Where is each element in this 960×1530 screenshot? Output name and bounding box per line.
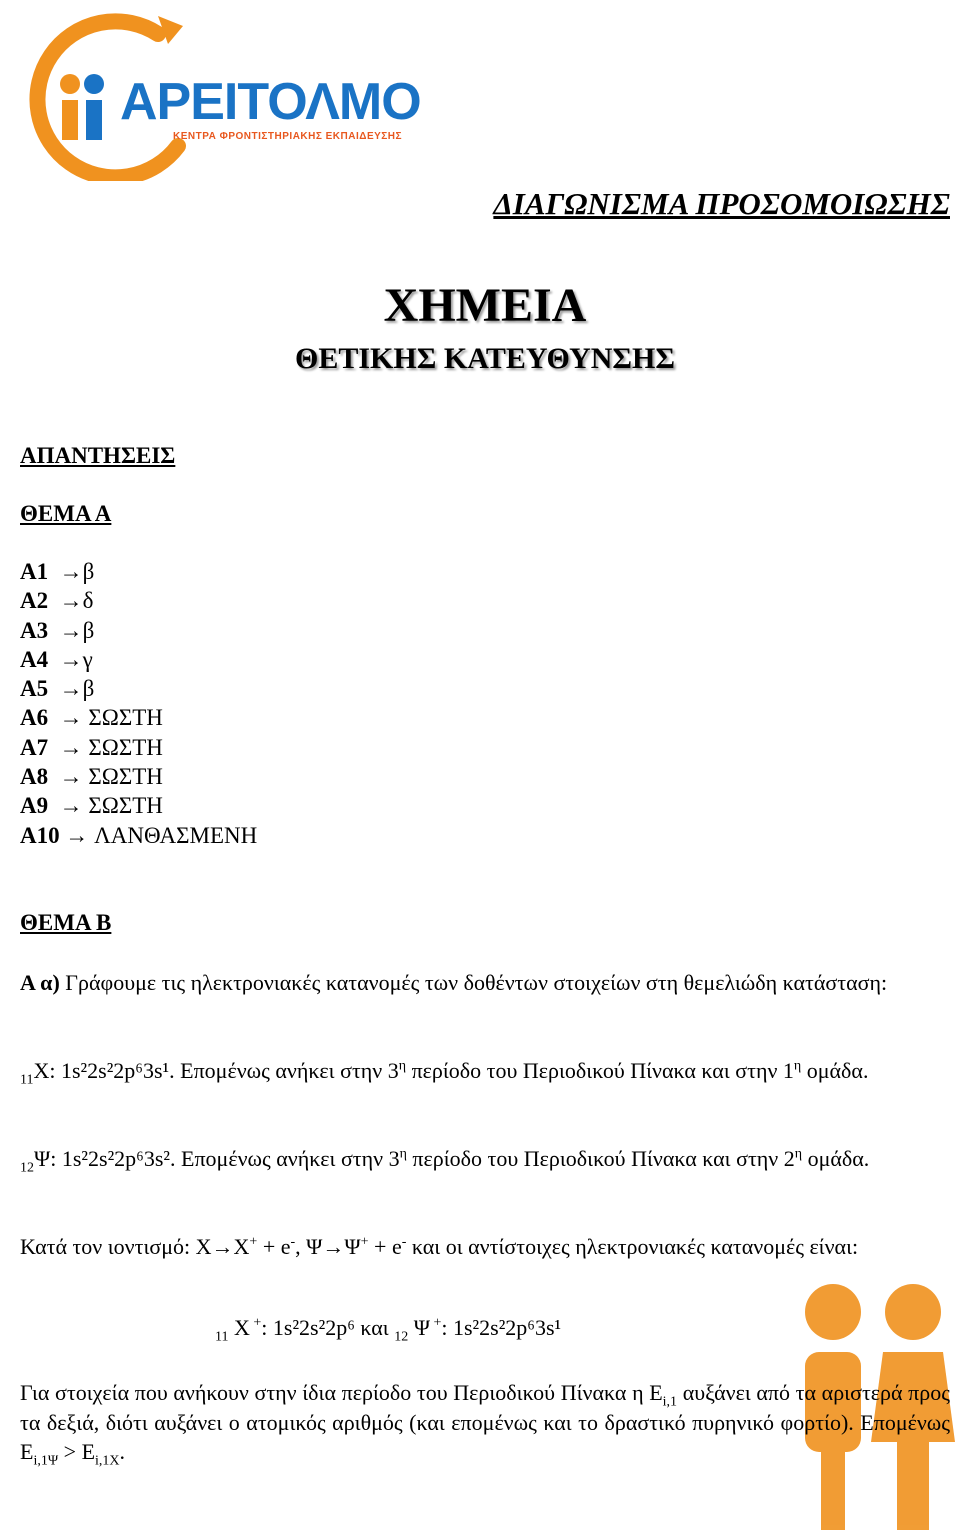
logo-subtitle: ΚΕΝΤΡΑ ΦΡΟΝΤΙΣΤΗΡΙΑΚΗΣ ΕΚΠΑΙΔΕΥΣΗΣ — [173, 131, 403, 142]
answer-row: Α1 →β — [20, 559, 95, 584]
answer-row: Α4 →γ — [20, 646, 93, 672]
answer-row: Α6 → ΣΩΣΤΗ — [20, 705, 163, 731]
direction-title: ΘΕΤΙΚΗΣ ΚΑΤΕΥΘΥΝΣΗΣ — [295, 342, 675, 375]
theme-b-heading: ΘΕΜΑ Β — [20, 910, 112, 935]
theme-a-heading: ΘΕΜΑ Α — [20, 501, 112, 526]
answer-row: Α2 →δ — [20, 588, 94, 614]
y-electron-config: $_{12}$Ψ: 1s²2s²2p⁶3s². Επομένως ανήκει στην $3^\eta$ περίοδο του Περιοδικού Πίνακα και στην $2^\eta$ ομάδα. — [20, 1146, 870, 1176]
answers-heading: ΑΠΑΝΤΗΣΕΙΣ — [20, 443, 176, 468]
subject-title: ΧΗΜΕΙΑ — [383, 279, 587, 332]
conclusion-text: Για στοιχεία που ανήκουν στην ίδια περίοδο του Περιοδικού Πίνακα η $E_{i,1}$ αυξάνει από τα αριστερά προς τα δεξιά, διότι αυξάνει ο ατομικός αριθμός (και επομένως και το δραστικό πυρηνικό φορτίο). Επομένως $E_{i,1\Psi} > E_{i,1X}$. — [20, 1380, 950, 1469]
theme-b-intro: Α α) Γράφουμε τις ηλεκτρονιακές κατανομές των δοθέντων στοιχείων στη θεμελιώδη κατάσταση: — [20, 970, 888, 995]
answer-row: Α10 → ΛΑΝΘΑΣΜΕΝΗ — [20, 822, 258, 848]
answer-row: Α7 → ΣΩΣΤΗ — [20, 734, 163, 760]
exam-title: ΔΙΑΓΩΝΙΣΜΑ ΠΡΟΣΟΜΟΙΩΣΗΣ — [493, 186, 950, 221]
logo-name: ΑΡΕΙΤΟΛΜΟ — [120, 73, 421, 131]
company-logo — [8, 6, 421, 181]
ionization-text: Κατά τον ιοντισμό: Χ→Χ+ + e-, Ψ→Ψ+ + e- και οι αντίστοιχες ηλεκτρονιακές κατανομές είναι: — [20, 1234, 859, 1259]
answer-row: Α5 →β — [20, 676, 95, 702]
answer-row: Α3 →β — [20, 617, 95, 643]
theme-a-answers — [20, 557, 257, 850]
x-electron-config: $_{11}$Χ: 1s²2s²2p⁶3s¹. Επομένως ανήκει στην $3^\eta$ περίοδο του Περιοδικού Πίνακα και στην $1^\eta$ ομάδα. — [20, 1058, 869, 1088]
ion-configurations: $_{11}$ Χ +: 1s²2s²2p⁶ και $_{12}$ Ψ +: 1s²2s²2p⁶3s¹ — [215, 1315, 562, 1345]
answer-row: Α9 → ΣΩΣΤΗ — [20, 793, 163, 819]
answer-row: Α8 → ΣΩΣΤΗ — [20, 764, 163, 790]
